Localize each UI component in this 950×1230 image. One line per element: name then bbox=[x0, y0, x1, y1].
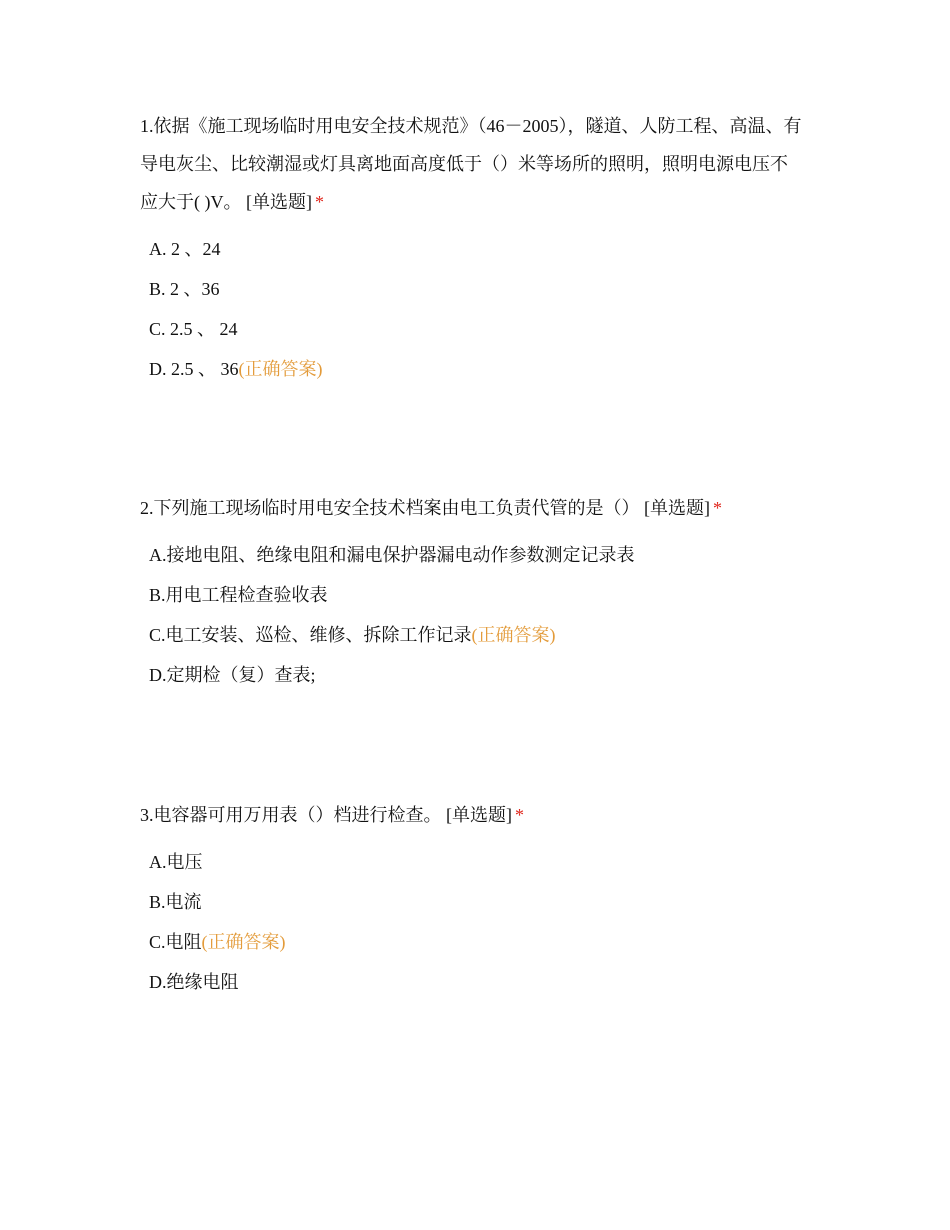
option-b bbox=[149, 882, 805, 922]
option-text: B. 2 、36 bbox=[149, 279, 220, 299]
correct-answer-tag: (正确答案) bbox=[471, 625, 556, 645]
required-marker: * bbox=[314, 192, 324, 212]
option-list bbox=[140, 535, 805, 695]
option-c bbox=[149, 615, 805, 655]
correct-answer-tag: (正确答案) bbox=[238, 359, 323, 379]
option-text: D. 2.5 、 36 bbox=[149, 359, 239, 379]
option-d bbox=[149, 349, 805, 389]
question-1 bbox=[140, 107, 805, 389]
question-stem bbox=[140, 107, 805, 221]
option-b bbox=[149, 269, 805, 309]
required-marker: * bbox=[713, 498, 722, 518]
option-d bbox=[149, 655, 805, 695]
option-a bbox=[149, 842, 805, 882]
option-c bbox=[149, 922, 805, 962]
question-3 bbox=[140, 796, 805, 1002]
required-marker: * bbox=[515, 805, 524, 825]
option-list bbox=[140, 229, 805, 389]
option-d bbox=[149, 962, 805, 1002]
option-a bbox=[149, 229, 805, 269]
option-text: A. 2 、24 bbox=[149, 239, 221, 259]
option-b bbox=[149, 575, 805, 615]
option-text: A.电压 bbox=[149, 852, 203, 872]
option-text: B.电流 bbox=[149, 892, 202, 912]
option-c bbox=[149, 309, 805, 349]
option-text: C.电阻 bbox=[149, 932, 202, 952]
option-text: C.电工安装、巡检、维修、拆除工作记录 bbox=[149, 625, 472, 645]
option-list bbox=[140, 842, 805, 1002]
question-stem bbox=[140, 489, 805, 527]
option-a bbox=[149, 535, 805, 575]
question-stem bbox=[140, 796, 805, 834]
question-text: 1.依据《施工现场临时用电安全技术规范》（46－2005），隧道、人防工程、高温、有导电灰尘、比较潮湿或灯具离地面高度低于（）米等场所的照明，照明电源电压不应大于( )V。 [单选题] bbox=[140, 116, 802, 212]
question-2 bbox=[140, 489, 805, 695]
option-text: D.绝缘电阻 bbox=[149, 972, 239, 992]
option-text: C. 2.5 、 24 bbox=[149, 319, 238, 339]
option-text: B.用电工程检查验收表 bbox=[149, 585, 328, 605]
correct-answer-tag: (正确答案) bbox=[201, 932, 286, 952]
option-text: D.定期检（复）查表; bbox=[149, 665, 316, 685]
option-text: A.接地电阻、绝缘电阻和漏电保护器漏电动作参数测定记录表 bbox=[149, 545, 635, 565]
question-text: 3.电容器可用万用表（）档进行检查。 [单选题] bbox=[140, 805, 512, 825]
question-text: 2.下列施工现场临时用电安全技术档案由电工负责代管的是（） [单选题] bbox=[140, 498, 710, 518]
